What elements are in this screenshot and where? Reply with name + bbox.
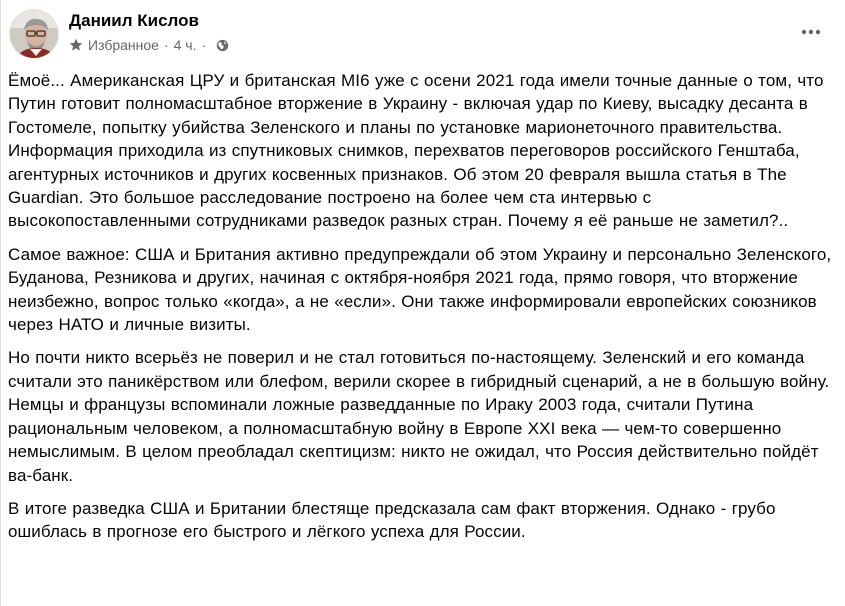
post-paragraph: В итоге разведка США и Британии блестяще предсказала сам факт вторжения. Однако - грубо ошиблась в прогнозе его быстрого и лёгкого успеха для России. [8, 498, 776, 542]
audience-label[interactable]: Избранное [88, 37, 159, 53]
post-options-button[interactable] [793, 13, 829, 49]
post-header [9, 7, 835, 63]
post-paragraph: Ёмоё... Американская ЦРУ и британская MI6 уже с осени 2021 года имели точные данные о том, что Путин готовит полномасштабное вторжение в Украину - включая удар по Киеву, высадку десанта в Гостомеле, попытку убийства Зеленского и планы по установке марионеточного правительства. Информация приходила из спутниковых снимков, перехватов переговоров российского Генштаба, агентурных источников и других косвенных признаков. Об этом 20 февраля вышла статья в The Guardian. Это большое расследование построено на более чем ста интервью с высокопоставленными сотрудниками разведок разных стран. Почему я её раньше не заметил?.. [8, 71, 824, 231]
post-body [8, 69, 833, 544]
meta-separator: · [163, 37, 169, 53]
meta-separator: · [201, 37, 207, 53]
post-meta [69, 37, 229, 53]
post-paragraph: Но почти никто всерьёз не поверил и не стал готовиться по-настоящему. Зеленский и его команда считали это паникёрством или блефом, верили скорее в гибридный сценарий, а не в большую войну. Немцы и французы вспоминали ложные разведданные по Ираку 2003 года, считали Путина рациональным человеком, а полномасштабную войну в Европе XXI века — чем-то совершенно немыслимым. В целом преобладал скептицизм: никто не ожидал, что Россия действительно пойдёт ва-банк. [8, 348, 830, 485]
post-time[interactable]: 4 ч. [173, 37, 197, 53]
globe-icon[interactable] [216, 39, 229, 52]
post-paragraph: Самое важное: США и Британия активно предупреждали об этом Украину и персонально Зеленского, Буданова, Резникова и других, начиная с октября-ноября 2021 года, прямо говоря, что вторжение неизбежно, вопрос только «когда», а не «если». Они также информировали европейских союзников через НАТО и личные визиты. [8, 244, 832, 335]
avatar[interactable] [9, 9, 59, 59]
more-horizontal-icon [801, 22, 821, 40]
avatar-photo [10, 10, 59, 59]
star-icon [69, 38, 83, 52]
author-name[interactable]: Даниил Кислов [69, 11, 199, 30]
